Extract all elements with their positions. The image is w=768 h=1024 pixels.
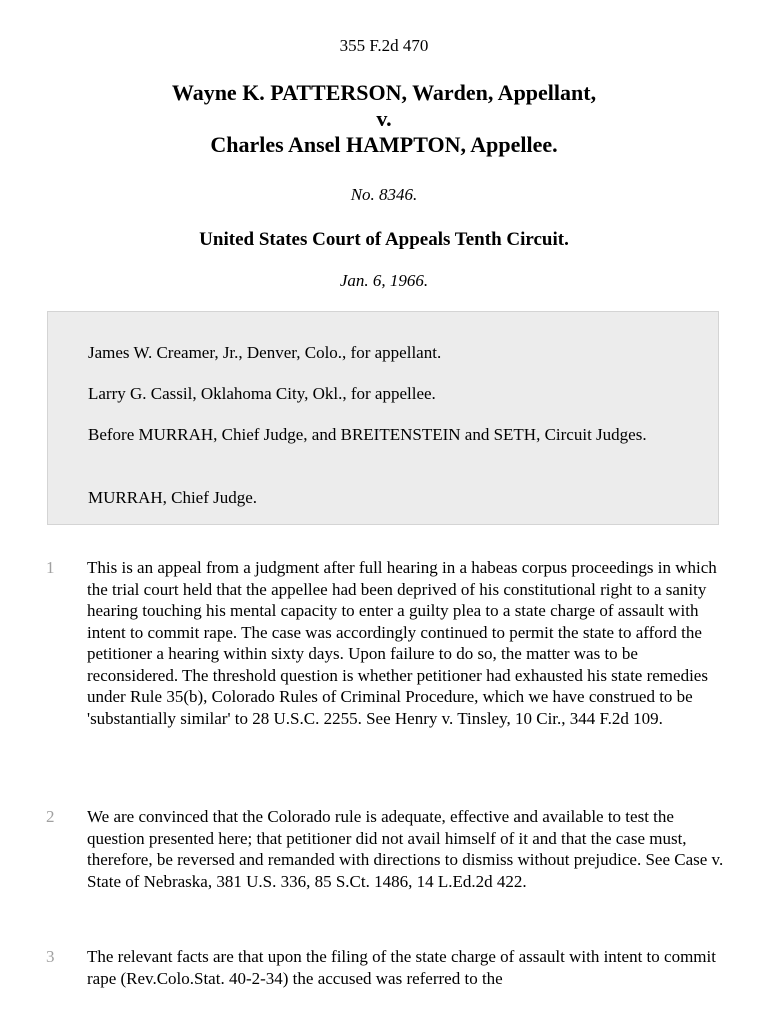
- counsel-appellant: James W. Creamer, Jr., Denver, Colo., for appellant.: [88, 343, 442, 362]
- paragraph-number: 3: [46, 947, 55, 966]
- paragraph-text: We are convinced that the Colorado rule is adequate, effective and available to test the question presented here; that petitioner did not avail himself of it and that the case must, therefore, be reversed and remanded with directions to dismiss without prejudice. See Case v. State of Nebraska, 381 U.S. 336, 85 S.Ct. 1486, 14 L.Ed.2d 422.: [87, 807, 724, 891]
- case-parties: [0, 80, 768, 158]
- case-citation: 355 F.2d 470: [339, 36, 429, 55]
- appellee-line: Charles Ansel HAMPTON, Appellee.: [210, 132, 558, 157]
- counsel-appellee: Larry G. Cassil, Oklahoma City, Okl., for appellee.: [88, 384, 436, 403]
- judges-panel: Before MURRAH, Chief Judge, and BREITENSTEIN and SETH, Circuit Judges.: [88, 425, 647, 444]
- paragraph-number: 2: [46, 807, 55, 826]
- court-name: United States Court of Appeals Tenth Circuit.: [199, 229, 569, 250]
- decision-date: Jan. 6, 1966.: [339, 271, 429, 290]
- paragraph-text: This is an appeal from a judgment after full hearing in a habeas corpus proceedings in which the trial court held that the appellee had been deprived of his constitutional right to a sanity hearing touching his mental capacity to enter a guilty plea to a state charge of assault with intent to commit rape. The case was accordingly continued to permit the state to afford the petitioner a hearing within sixty days. Upon failure to do so, the matter was to be reconsidered. The threshold question is whether petitioner had exhausted his state remedies under Rule 35(b), Colorado Rules of Criminal Procedure, which we have construed to be 'substantially similar' to 28 U.S.C. 2255. See Henry v. Tinsley, 10 Cir., 344 F.2d 109.: [87, 558, 717, 728]
- docket-number: No. 8346.: [350, 185, 418, 204]
- paragraph-number: 1: [46, 558, 55, 577]
- appellant-line: Wayne K. PATTERSON, Warden, Appellant,: [171, 80, 597, 105]
- counsel-box: [47, 311, 719, 525]
- opinion-author: MURRAH, Chief Judge.: [88, 488, 258, 507]
- paragraph-text: The relevant facts are that upon the filing of the state charge of assault with intent to commit rape (Rev.Colo.Stat. 40-2-34) the accused was referred to the: [87, 947, 716, 988]
- versus-line: v.: [376, 106, 392, 131]
